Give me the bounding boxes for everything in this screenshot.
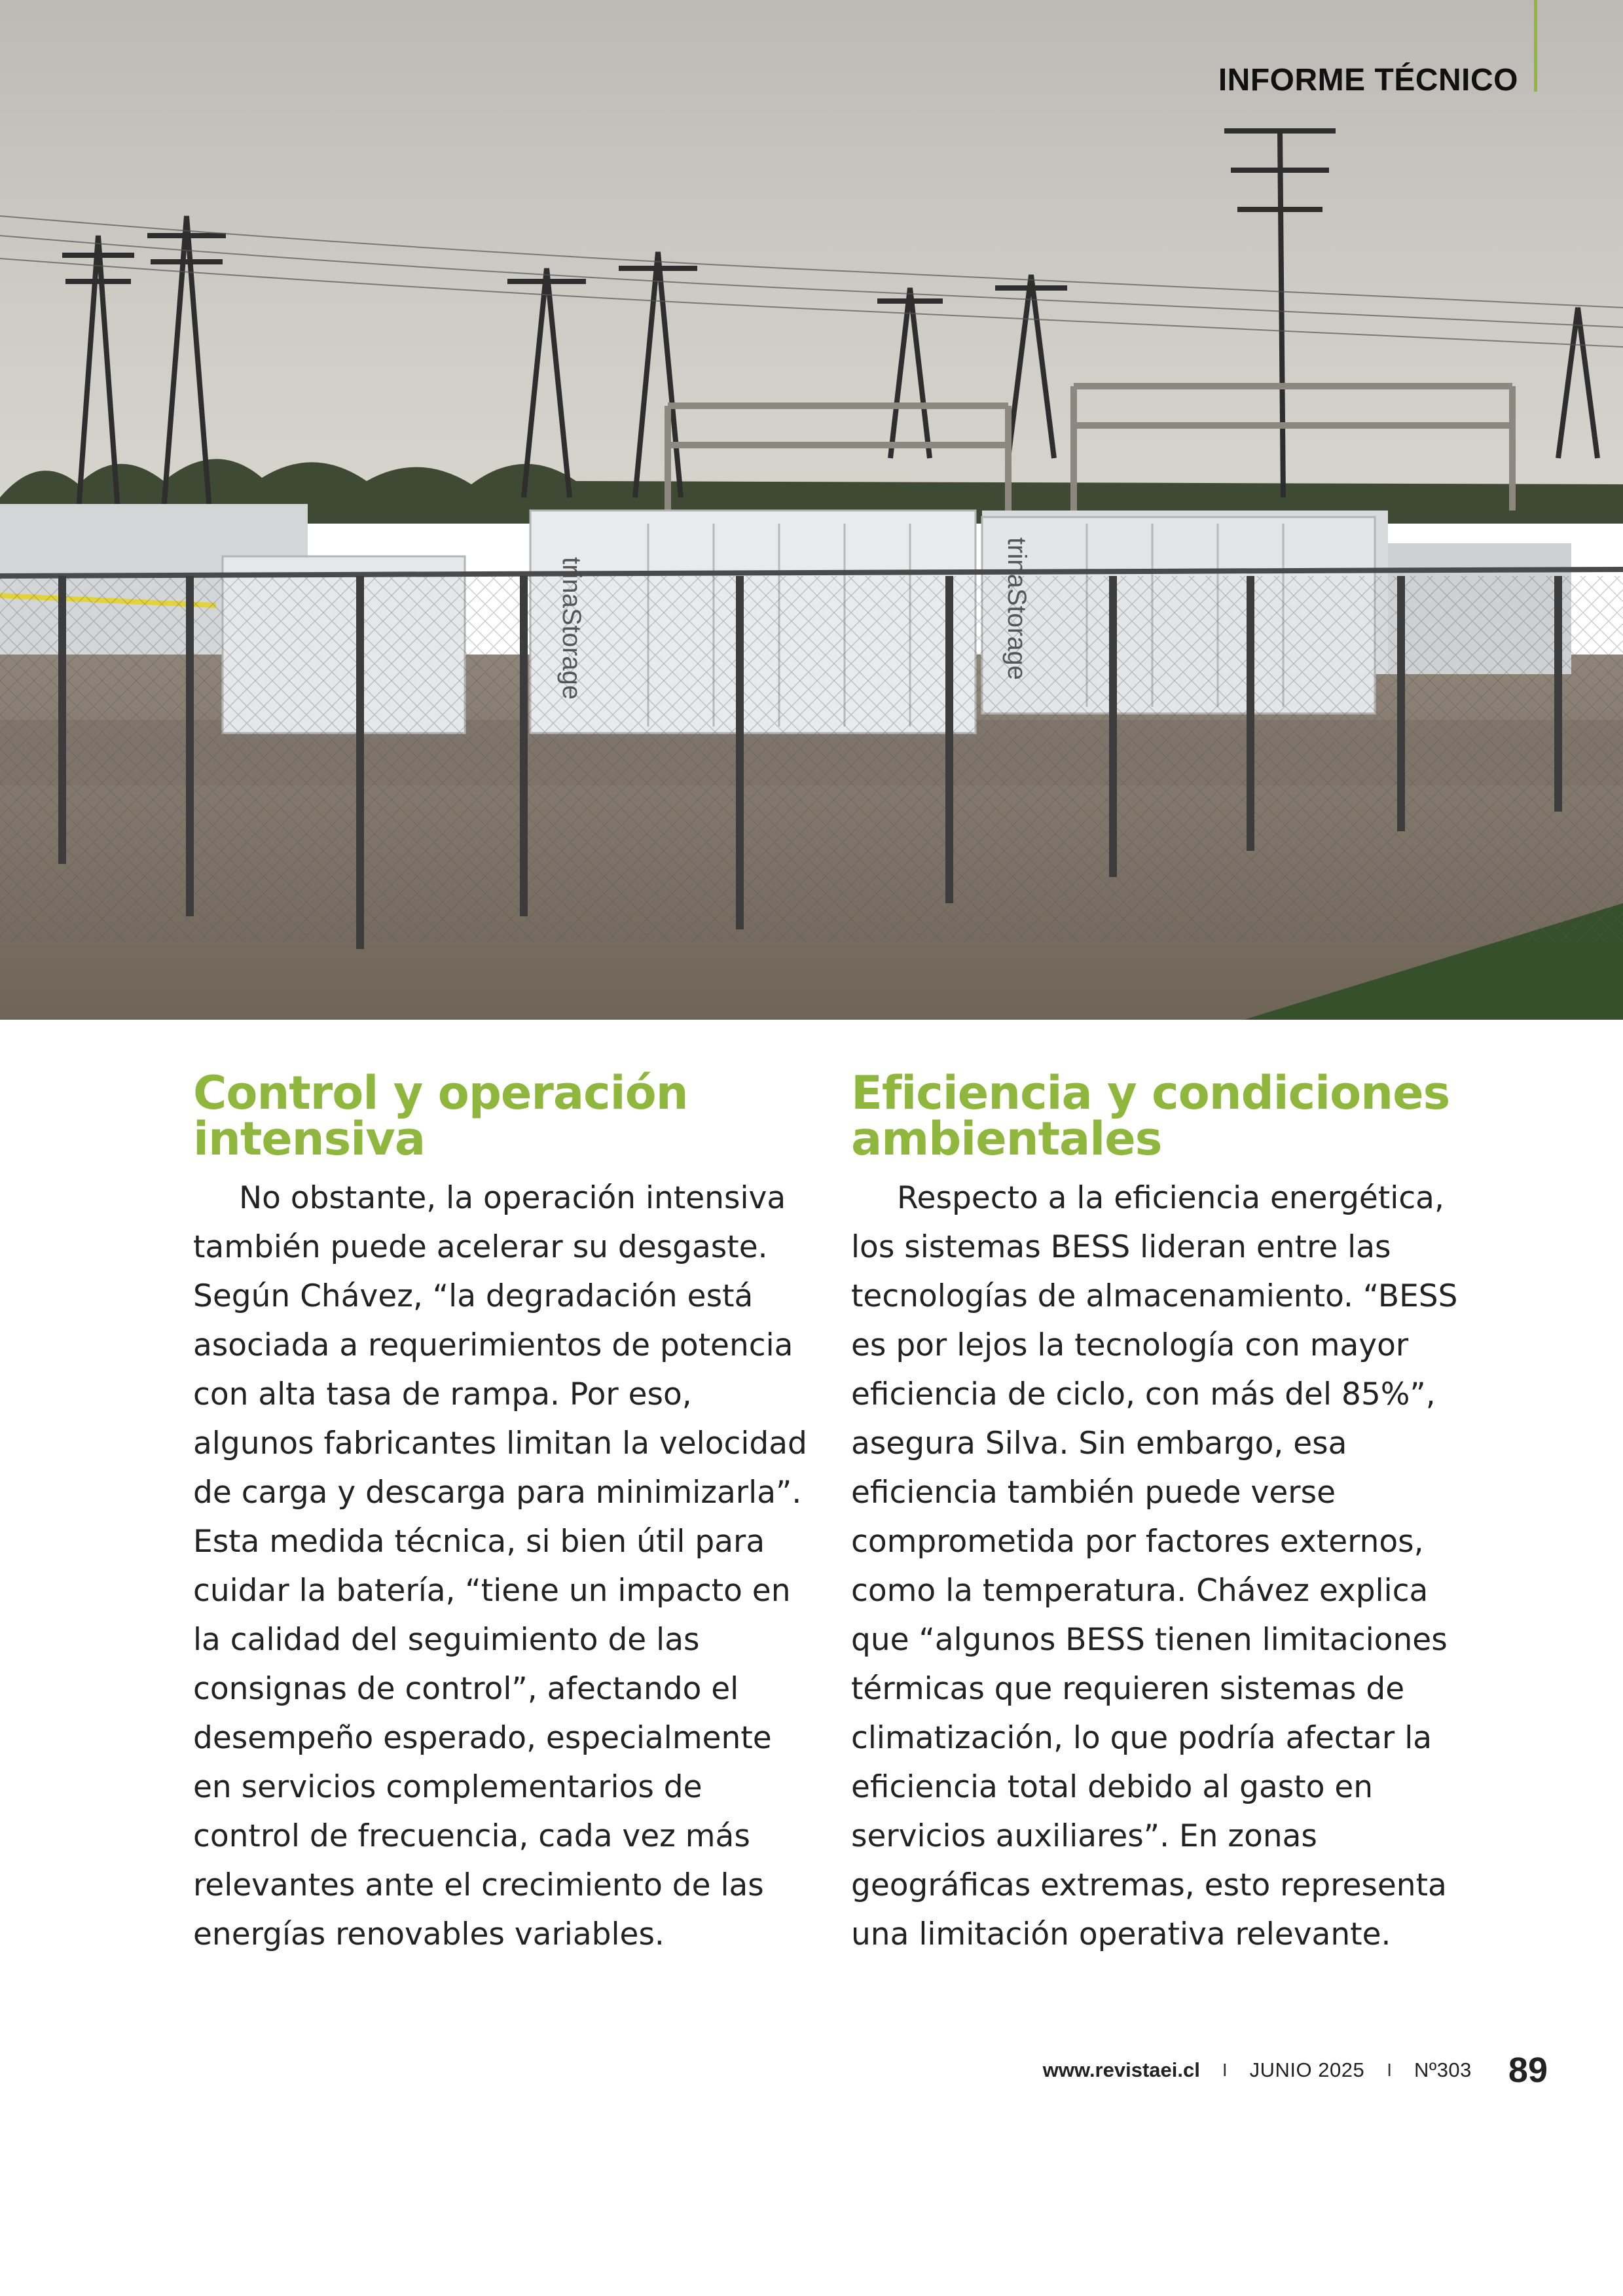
section-tag-bar — [1534, 0, 1537, 92]
right-column — [851, 1066, 1467, 1959]
hero-photo — [0, 0, 1623, 1020]
right-heading: Eficiencia y condiciones ambientales — [851, 1066, 1450, 1166]
footer-issue: Nº303 — [1413, 2058, 1472, 2081]
footer-date: JUNIO 2025 — [1249, 2058, 1365, 2081]
section-tag: INFORME TÉCNICO — [1218, 63, 1518, 98]
page-number: 89 — [1508, 2051, 1548, 2090]
footer-separator: I — [1387, 2060, 1392, 2080]
left-column — [193, 1066, 809, 1959]
footer-separator: I — [1222, 2060, 1228, 2080]
left-body: No obstante, la operación intensiva también puede acelerar su desgaste. Según Chávez, “la degradación está asociada a requerimientos de potencia con alta tasa de rampa. Por eso, algunos fabricantes limitan la velocidad de carga y descarga para minimizarla”. Esta medida técnica, si bien útil para cuidar la batería, “tiene un impacto en la calidad del seguimiento de las consignas de control”, afectando el desempeño esperado, especialmente en servicios complementarios de control de frecuencia, cada vez más relevantes ante el crecimiento de las energías renovables variables. — [193, 1180, 807, 1952]
page-footer — [1043, 2047, 1548, 2093]
footer-url[interactable]: www.revistaei.cl — [1042, 2058, 1200, 2081]
left-heading: Control y operación intensiva — [193, 1066, 688, 1166]
right-body: Respecto a la eficiencia energética, los sistemas BESS lideran entre las tecnologías de almacenamiento. “BESS es por lejos la tecnología con mayor eficiencia de ciclo, con más del 85%”, asegura Silva. Sin embargo, esa eficiencia también puede verse comprometida por factores externos, como la temperatura. Chávez explica que “algunos BESS tienen limitaciones térmicas que requieren sistemas de climatización, lo que podría afectar la eficiencia total debido al gasto en servicios auxiliares”. En zonas geográficas extremas, esto representa una limitación operativa relevante. — [851, 1180, 1458, 1952]
